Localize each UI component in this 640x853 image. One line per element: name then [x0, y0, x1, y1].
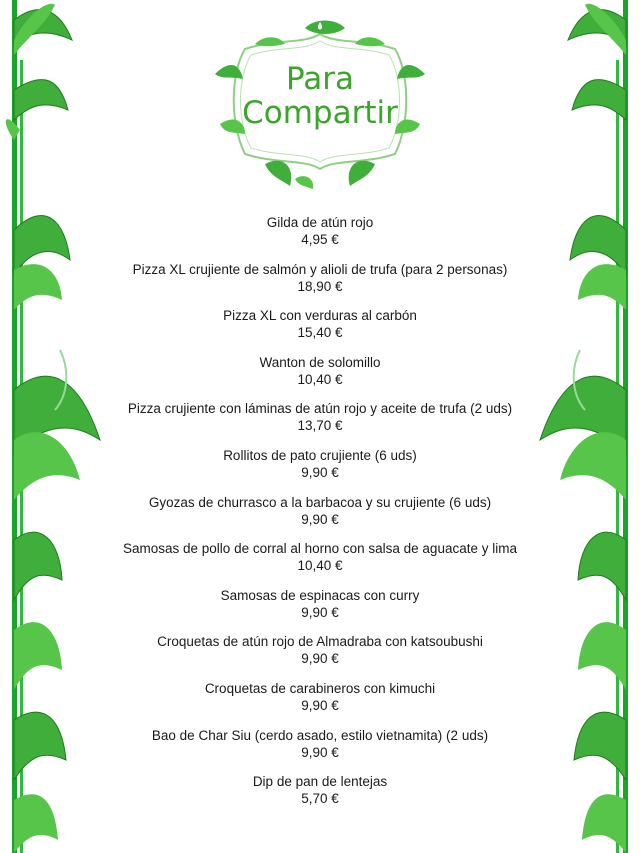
- menu-item-price: 9,90 €: [301, 511, 339, 527]
- menu-item-name: Rollitos de pato crujiente (6 uds): [223, 447, 417, 463]
- menu-item-price: 9,90 €: [301, 744, 339, 760]
- menu-item: [110, 727, 530, 774]
- menu-item: [110, 680, 530, 727]
- menu-item: [110, 307, 530, 354]
- menu-item-name: Gyozas de churrasco a la barbacoa y su crujiente (6 uds): [148, 494, 492, 510]
- menu-item: [110, 494, 530, 541]
- menu-item-name: Gilda de atún rojo: [266, 215, 374, 230]
- fern-leaf-icon: [540, 0, 628, 853]
- menu-item-price: 9,90 €: [301, 604, 339, 620]
- menu-item-price: 9,90 €: [301, 651, 339, 667]
- menu-item: [110, 587, 530, 634]
- menu-item: [110, 261, 530, 308]
- menu-item-name: Samosas de espinacas con curry: [220, 587, 420, 603]
- menu-item-name: Croquetas de atún rojo de Almadraba con katsoubushi: [157, 634, 483, 650]
- menu-item-name: Pizza XL crujiente de salmón y alioli de trufa (para 2 personas): [132, 261, 508, 277]
- menu-item: [110, 773, 530, 820]
- fern-leaf-icon: [6, 0, 100, 853]
- menu-item-name: Pizza crujiente con láminas de atún rojo y aceite de trufa (2 uds): [127, 401, 513, 417]
- menu-item-price: 5,70 €: [301, 791, 339, 807]
- menu-item-name: Samosas de pollo de corral al horno con salsa de aguacate y lima: [123, 541, 517, 557]
- menu-item: [110, 354, 530, 401]
- menu-item-price: 15,40 €: [297, 325, 343, 341]
- menu-item: [110, 540, 530, 587]
- menu-item-price: 10,40 €: [297, 371, 343, 387]
- menu-item-price: 4,95 €: [301, 232, 339, 247]
- title-line-2: Compartir: [242, 95, 398, 131]
- left-fern-border: [0, 0, 110, 853]
- menu-item-price: 13,70 €: [297, 418, 343, 434]
- menu-item-name: Croquetas de carabineros con kimuchi: [204, 680, 436, 696]
- menu-item: [110, 214, 530, 261]
- menu-item: [110, 400, 530, 447]
- menu-item-price: 18,90 €: [297, 278, 343, 294]
- menu-item: [110, 633, 530, 680]
- menu-item: [110, 447, 530, 494]
- menu-item-price: 9,90 €: [301, 697, 339, 713]
- menu-item-price: 9,90 €: [301, 464, 339, 480]
- menu-list: [110, 214, 530, 820]
- menu-item-name: Bao de Char Siu (cerdo asado, estilo vietnamita) (2 uds): [151, 727, 489, 743]
- menu-item-name: Wanton de solomillo: [259, 354, 381, 370]
- page-title: [195, 62, 445, 130]
- menu-item-name: Pizza XL con verduras al carbón: [223, 308, 417, 324]
- title-line-1: Para: [285, 61, 355, 97]
- menu-item-price: 10,40 €: [297, 558, 343, 574]
- menu-item-name: Dip de pan de lentejas: [252, 774, 388, 790]
- right-fern-border: [530, 0, 640, 853]
